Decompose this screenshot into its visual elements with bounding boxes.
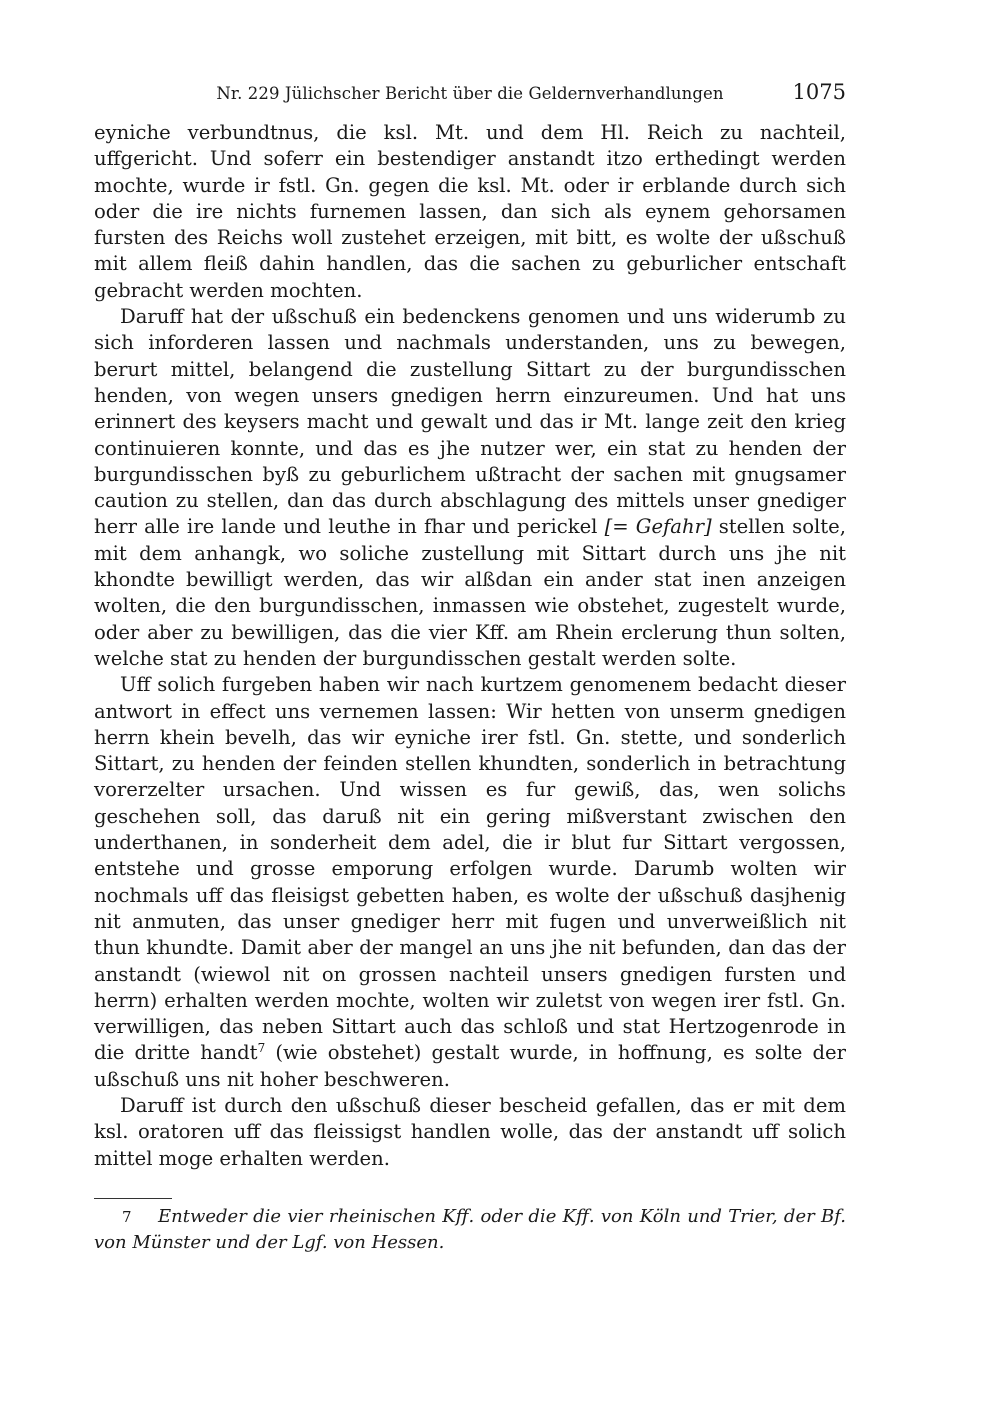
editorial-gloss: [= Gefahr] bbox=[604, 515, 712, 539]
page-number: 1075 bbox=[792, 80, 846, 104]
paragraph-3-text-a: Uff solich furgeben haben wir nach kurtzem genomenem bedacht dieser antwort in effect uns vernemen lassen: Wir hetten von unserm gnedigen herrn khein bevelh, das wir eyniche irer fstl. Gn. stette, und sonderlich Sittart, zu henden der feinden stellen khundten, sonderlich in betrachtung vorerzelter ursachen. Und wissen es fur gewiß, das, wen solichs geschehen soll, das daruß nit ein gering mißverstant zwischen den underthanen, in sonderheit dem adel, die ir blut fur Sittart vergossen, entstehe und grosse emporung erfolgen wurde. Darumb wolten wir nochmals uff das fleisigst gebetten haben, es wolte der ußschuß dasjhenig nit anmuten, das unser gnediger herr mit fugen und unverweißlich nit thun khundte. Damit aber der mangel an uns jhe nit befunden, dan das der anstandt (wiewol nit on grossen nachteil unsers gnedigen fursten und herrn) erhalten werden mochte, wolten wir zuletst von wegen irer fstl. Gn. verwilligen, das neben Sittart auch das schloß und stat Hertzogenrode in die dritte handt bbox=[94, 673, 846, 1065]
paragraph-4: Daruff ist durch den ußschuß dieser bescheid gefallen, das er mit dem ksl. oratoren uff das fleissigst handlen wolle, das der anstandt uff solich mittel moge erhalten werden. bbox=[94, 1093, 846, 1170]
paragraph-3-text-b: (wie obstehet) gestalt wurde, in hoffnung, es solte der ußschuß uns nit hoher beschweren. bbox=[94, 1041, 846, 1091]
running-title: Nr. 229 Jülichscher Bericht über die Geldernverhandlungen bbox=[216, 84, 724, 103]
footnote-reference-7[interactable]: 7 bbox=[257, 1041, 266, 1056]
footnote-rule bbox=[94, 1198, 172, 1199]
body-text bbox=[94, 120, 846, 1172]
footnote-number: 7 bbox=[122, 1208, 132, 1226]
paragraph-2-text-a: Daruff hat der ußschuß ein bedenckens genomen und uns widerumb zu sich inforderen lassen und nachmals understanden, uns zu bewegen, berurt mittel, belangend die zustellung Sittart zu der burgundisschen henden, von wegen unsers gnedigen herrn einzureumen. Und hat uns erinnert des keysers macht und gewalt und das ir Mt. lange zeit den krieg continuieren konnte, und das es jhe nutzer wer, ein stat zu henden der burgundisschen byß zu geburlichem ußtracht der sachen mit gnugsamer caution zu stellen, dan das durch abschlagung des mittels unser gnediger herr alle ire lande und leuthe in fhar und perickel bbox=[94, 305, 846, 539]
footnote-7 bbox=[94, 1204, 846, 1255]
footnote-text: Entweder die vier rheinischen Kff. oder die Kff. von Köln und Trier, der Bf. von Münster und der Lgf. von Hessen. bbox=[94, 1206, 846, 1253]
running-head bbox=[94, 80, 846, 110]
paragraph-2-text-b: stellen solte, mit dem anhangk, wo soliche zustellung mit Sittart durch uns jhe nit khondte bewilligt werden, das wir alßdan ein ander stat inen anzeigen wolten, die den burgundisschen, inmassen wie obstehet, zugestelt wurde, oder aber zu bewilligen, das die vier Kff. am Rhein erclerung thun solten, welche stat zu henden der burgundisschen gestalt werden solte. bbox=[94, 515, 846, 670]
paragraph-2 bbox=[94, 304, 846, 672]
paragraph-3 bbox=[94, 672, 846, 1093]
paragraph-1: eyniche verbundtnus, die ksl. Mt. und dem Hl. Reich zu nachteil, uffgericht. Und soferr ein bestendiger anstandt itzo erthedingt werden mochte, wurde ir fstl. Gn. gegen die ksl. Mt. oder ir erblande durch sich oder die ire nichts furnemen lassen, dan sich als eynem gehorsamen fursten des Reichs woll zustehet erzeigen, mit bitt, es wolte der ußschuß mit allem fleiß dahin handlen, das die sachen zu geburlicher entschaft gebracht werden mochten. bbox=[94, 121, 846, 302]
